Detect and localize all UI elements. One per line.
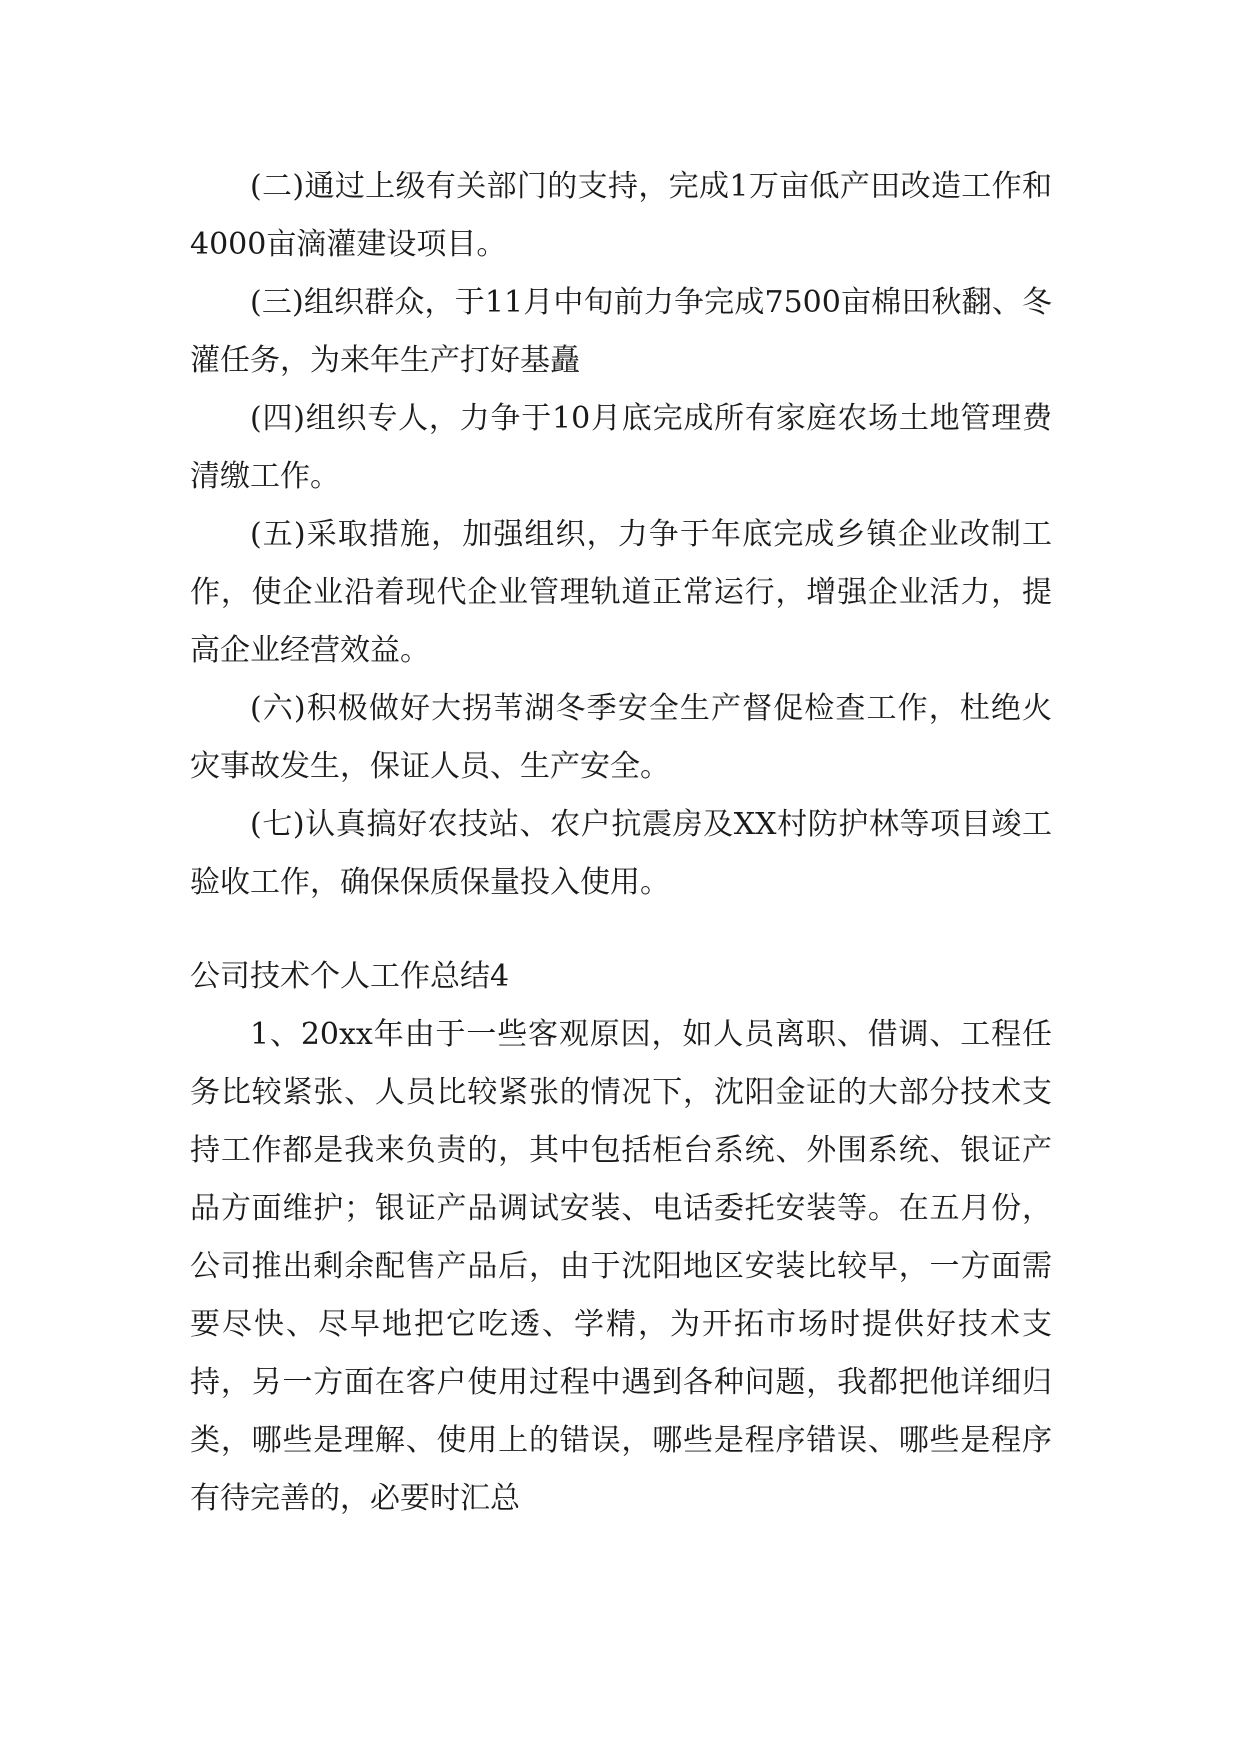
list-item-5: (五)采取措施，加强组织，力争于年底完成乡镇企业改制工作，使企业沿着现代企业管理轨道正常运行，增强企业活力，提高企业经营效益。 xyxy=(190,517,1052,668)
list-item-7: (七)认真搞好农技站、农户抗震房及XX村防护林等项目竣工验收工作，确保保质保量投入使用。 xyxy=(190,807,1052,900)
list-item-2: (二)通过上级有关部门的支持，完成1万亩低产田改造工作和4000亩滴灌建设项目。 xyxy=(190,169,1052,262)
list-item-4: (四)组织专人，力争于10月底完成所有家庭农场土地管理费清缴工作。 xyxy=(190,401,1052,494)
list-item-6: (六)积极做好大拐苇湖冬季安全生产督促检查工作，杜绝火灾事故发生，保证人员、生产安全。 xyxy=(190,691,1052,784)
document-body xyxy=(190,158,1052,1528)
section-body-paragraph: 1、20xx年由于一些客观原因，如人员离职、借调、工程任务比较紧张、人员比较紧张的情况下，沈阳金证的大部分技术支持工作都是我来负责的，其中包括柜台系统、外围系统、银证产品方面维护；银证产品调试安装、电话委托安装等。在五月份，公司推出剩余配售产品后，由于沈阳地区安装比较早，一方面需要尽快、尽早地把它吃透、学精，为开拓市场时提供好技术支持，另一方面在客户使用过程中遇到各种问题，我都把他详细归类，哪些是理解、使用上的错误，哪些是程序错误、哪些是程序有待完善的，必要时汇总 xyxy=(190,1017,1052,1516)
list-item-3: (三)组织群众，于11月中旬前力争完成7500亩棉田秋翻、冬灌任务，为来年生产打好基矗 xyxy=(190,285,1052,378)
section-title: 公司技术个人工作总结4 xyxy=(190,959,510,994)
